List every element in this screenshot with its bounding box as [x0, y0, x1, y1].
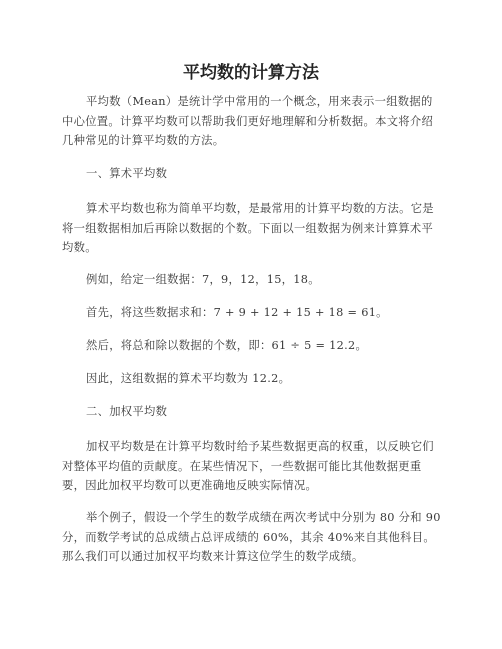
document-title: 平均数的计算方法: [183, 63, 319, 83]
arithmetic-mean-step-divide: 然后，将总和除以数据的个数，即：61 ÷ 5 = 12.2。: [86, 339, 368, 352]
weighted-mean-description: 加权平均数是在计算平均数时给予某些数据更高的权重，以反映它们对整体平均值的贡献度。在某些情况下，一些数据可能比其他数据更重要，因此加权平均数可以更准确地反映实际情况。: [62, 440, 434, 492]
intro-paragraph: 平均数（Mean）是统计学中常用的一个概念，用来表示一组数据的中心位置。计算平均数可以帮助我们更好地理解和分析数据。本文将介绍几种常见的计算平均数的方法。: [62, 95, 434, 147]
arithmetic-mean-example: 例如，给定一组数据：7，9，12，15，18。: [86, 273, 320, 286]
section-heading-arithmetic-mean: 一、算术平均数: [86, 167, 168, 180]
arithmetic-mean-description: 算术平均数也称为简单平均数，是最常用的计算平均数的方法。它是将一组数据相加后再除以数据的个数。下面以一组数据为例来计算算术平均数。: [62, 202, 434, 254]
section-heading-weighted-mean: 二、加权平均数: [86, 405, 168, 418]
arithmetic-mean-step-sum: 首先，将这些数据求和：7 + 9 + 12 + 15 + 18 = 61。: [86, 306, 388, 319]
arithmetic-mean-conclusion: 因此，这组数据的算术平均数为 12.2。: [86, 372, 291, 385]
weighted-mean-example: 举个例子，假设一个学生的数学成绩在两次考试中分别为 80 分和 90 分，而数学考试的总成绩占总评成绩的 60%，其余 40%来自其他科目。那么我们可以通过加权平均数来计算这位学生的数学成绩。: [62, 511, 441, 563]
